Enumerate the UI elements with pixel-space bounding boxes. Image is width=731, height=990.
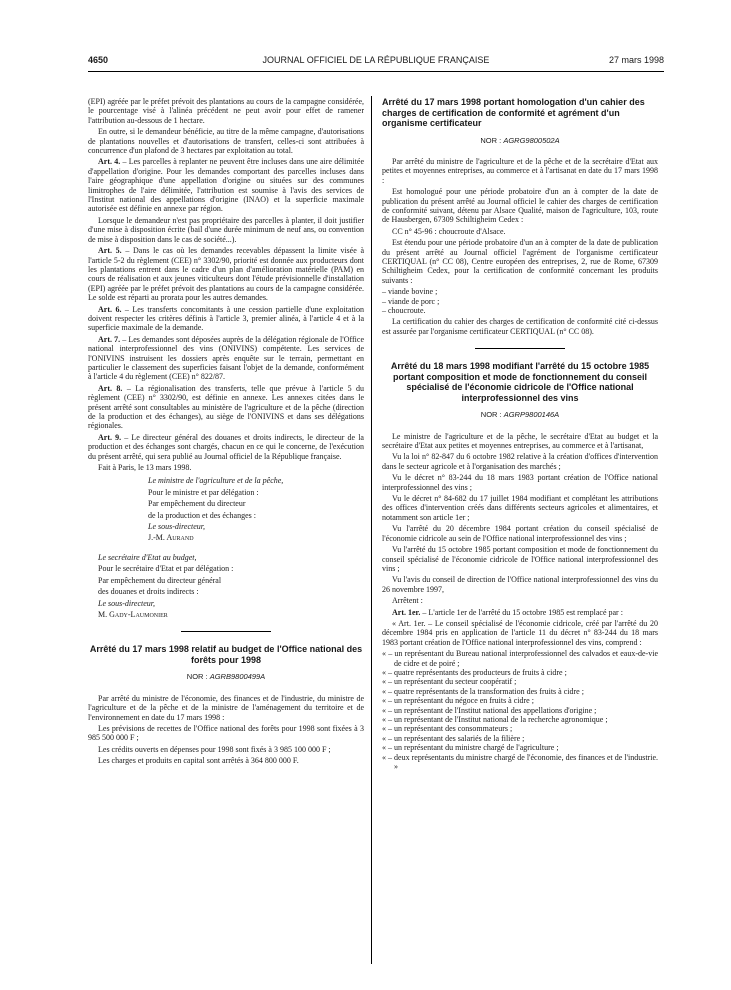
signature-line: Par empêchement du directeur général — [98, 575, 222, 585]
signature-line: Le sous-directeur, — [98, 598, 156, 608]
paragraph: (EPI) agréée par le préfet prévoit des plantations au cours de la campagne considérée, le pourcentage visé à l'alinéa précédent ne peut avoir pour effet de ramener l'attribution au-dessous de 1 hectare. — [88, 97, 364, 125]
paragraph: Le ministre de l'agriculture et de la pêche, le secrétaire d'Etat au budget et la secrétaire d'Etat aux petites et moyennes entreprises, au commerce et à l'artisanat, — [382, 431, 658, 451]
nor-label: NOR : — [480, 410, 504, 420]
decree-title: Arrêté du 18 mars 1998 modifiant l'arrêté du 15 octobre 1985 portant composition et mode de fonctionnement du conseil spécialisé de l'économie cidricole de l'Office national interprofessionnel des vins — [390, 361, 650, 403]
issue-date: 27 mars 1998 — [608, 55, 664, 65]
signature-line: Par empêchement du directeur — [148, 499, 246, 509]
paragraph: CC n° 45-96 : choucroute d'Alsace. — [392, 226, 506, 236]
article-text: – Les transferts concomitants à une cession partielle d'une exploitation doivent respecter les critères définis à l'article 3, premier alinéa, à l'article 4 et à la superficie maximale de la demande. — [88, 304, 364, 333]
column-divider — [371, 96, 372, 964]
section-separator — [181, 631, 271, 632]
paragraph: Vu le décret n° 84-682 du 17 juillet 1984 modifiant et complétant les attributions des offices d'intervention créés dans différents secteurs agricoles et alimentaires, et notamment son article 1er ; — [382, 494, 658, 522]
article-text: – Le directeur général des douanes et droits indirects, le directeur de la production et des échanges sont chargés, chacun en ce qui le concerne, de l'exécution du présent arrêté, qui sera publié au Journal officiel de la République française. — [88, 432, 364, 461]
signature-secretary — [88, 553, 278, 619]
article-label: Art. 4. — [98, 157, 121, 167]
signature-minister — [88, 476, 364, 542]
section-separator — [475, 348, 565, 349]
list-item: – viande bovine ; — [382, 287, 438, 297]
nor-code: AGRP9800146A — [503, 410, 560, 420]
paragraph: « Art. 1er. – Le conseil spécialisé de l'économie cidricole, créé par l'arrêté du 20 décembre 1984 pris en application de l'article 11 du décret n° 83-244 du 18 mars 1983 portant création de l'Office national interprofessionnel des vins, comprend : — [382, 618, 658, 647]
signature-line: Pour le secrétaire d'Etat et par délégation : — [98, 564, 234, 574]
article-1 — [382, 608, 658, 617]
done-at: Fait à Paris, le 13 mars 1998. — [98, 463, 192, 473]
article-6 — [88, 305, 364, 333]
signature-line: des douanes et droits indirects : — [98, 587, 199, 597]
article-label: Art. 8. — [98, 383, 123, 393]
list-item: « – un représentant des salariés de la filière ; — [382, 733, 525, 743]
nor-reference — [382, 136, 658, 145]
signatory-name: M. Gady-Laumonier — [98, 609, 168, 619]
signature-role: Le secrétaire d'Etat au budget, — [98, 552, 197, 562]
list-item: « – un représentant de l'Institut national de la recherche agronomique ; — [382, 715, 608, 724]
list-item: « – un représentant de l'Institut national des appellations d'origine ; — [382, 705, 597, 715]
list-item: « – un représentant du secteur coopératif ; — [382, 677, 517, 687]
paragraph: Vu le décret n° 83-244 du 18 mars 1983 portant création de l'Office national interprofessionnel des vins ; — [382, 473, 658, 492]
signature-line: Pour le ministre et par délégation : — [148, 487, 259, 497]
signature-line: Le sous-directeur, — [148, 522, 206, 532]
list-item: « – un représentant des consommateurs ; — [382, 724, 513, 734]
page-number: 4650 — [88, 55, 109, 65]
signatory-name: J.-M. Aurand — [148, 533, 194, 543]
list-item: « – un représentant du ministre chargé de l'agriculture ; — [382, 743, 559, 753]
list-item: « – quatre représentants de la transformation des fruits à cidre ; — [382, 686, 584, 696]
list-item: – choucroute. — [382, 306, 426, 315]
left-column — [88, 97, 364, 768]
header-rule — [88, 71, 664, 72]
nor-code: AGRG9800502A — [503, 135, 560, 145]
list-item: « – quatre représentants des producteurs de fruits à cidre ; — [382, 667, 567, 677]
article-4 — [88, 157, 364, 213]
paragraph: La certification du cahier des charges de certification de conformité cité ci-dessus est assurée par l'organisme certificateur CERTIQUAL (n° CC 08). — [382, 317, 658, 336]
paragraph: Est homologué pour une période probatoire d'un an à compter de la date de publication du présent arrêté au Journal officiel le cahier des charges de certification de conformité suivant, détenu par Alsace Qualité, maison de l'agriculture, 103, route de Hausbergen, 67309 Schiltigheim Cedex : — [382, 187, 658, 225]
arretent: Arrêtent : — [392, 596, 423, 606]
page-header — [88, 55, 664, 69]
article-label: Art. 9. — [98, 432, 122, 442]
list-item: – viande de porc ; — [382, 296, 440, 306]
list-item: « – un représentant du négoce en fruits à cidre ; — [382, 696, 534, 706]
article-label: Art. 6. — [98, 304, 122, 314]
paragraph: Est étendu pour une période probatoire d'un an à compter de la date de publication du présent arrêté au Journal officiel l'agrément de l'organisme certificateur CERTIQUAL (n° CC 08), Centre européen des entreprises, 2, rue de Rome, 67309 Schiltigheim Cedex, pour la certification de conformité concernant les produits suivants : — [382, 238, 658, 285]
article-text: – La régionalisation des transferts, telle que prévue à l'article 5 du règlement (CEE) n° 3302/90, est définie en annexe. Les annexes citées dans le présent arrêté sont consultables au ministère de l'agriculture et de la pêche (direction de la production et des échanges), au siège de l'ONIVINS et dans ses délégations régionales. — [88, 383, 364, 431]
paragraph: Les charges et produits en capital sont arrêtés à 364 800 000 F. — [98, 756, 299, 766]
nor-reference — [382, 410, 658, 419]
paragraph: Vu l'arrêté du 20 décembre 1984 portant création du conseil spécialisé de l'économie cidricole au sein de l'Office national interprofessionnel des vins ; — [382, 524, 658, 543]
article-label: Art. 5. — [98, 246, 122, 256]
article-text: – Dans le cas où les demandes recevables dépassent la limite visée à l'article 5-2 du règlement (CEE) n° 3302/90, priorité est donnée aux producteurs dont les plantations entrent dans le cadre d'un plan d'amélioration matérielle (PAM) en cours de réalisation et aux jeunes viticulteurs dont l'étude prévisionnelle d'installation (EPI) agréée par le préfet prévoit des plantations au cours de la campagne considérée. Le solde est réparti au prorata pour les autres demandes. — [88, 246, 364, 303]
nor-label: NOR : — [186, 672, 210, 682]
article-9 — [88, 433, 364, 461]
nor-label: NOR : — [480, 135, 504, 145]
paragraph: En outre, si le demandeur bénéficie, au titre de la même campagne, d'autorisations de plantations nouvelles et d'autorisations de transfert, celles-ci sont attribuées à concurrence d'un plafond de 3 hectares par exploitation au total. — [88, 127, 364, 156]
paragraph: Vu l'avis du conseil de direction de l'Office national interprofessionnel des vins du 26 novembre 1997, — [382, 575, 658, 594]
paragraph: Vu l'arrêté du 15 octobre 1985 portant composition et mode de fonctionnement du conseil spécialisé de l'économie cidricole de l'Office national interprofessionnel des vins ; — [382, 545, 658, 573]
decree-title: Arrêté du 17 mars 1998 relatif au budget de l'Office national des forêts pour 1998 — [89, 644, 363, 665]
article-8 — [88, 384, 364, 431]
nor-code: AGRB9800499A — [209, 672, 266, 682]
paragraph: Les crédits ouverts en dépenses pour 1998 sont fixés à 3 985 100 000 F ; — [98, 744, 331, 754]
article-label: Art. 1er. — [392, 607, 421, 617]
council-members-list — [382, 649, 658, 771]
signature-role: Le ministre de l'agriculture et de la pêche, — [148, 476, 284, 486]
article-text: – Les parcelles à replanter ne peuvent être incluses dans une aire délimitée d'appellation d'origine. Pour les demandes comportant des parcelles incluses dans l'aire géographique d'une appellation d'origine ou situées sur des communes limitrophes de l'aire délimitée, l'attribution est soumise à l'avis des services de l'Institut national des appellations d'origine (INAO) et la superficie maximale autorisée est définie en annexe par région. — [88, 157, 365, 214]
signature-line: de la production et des échanges : — [148, 510, 256, 520]
list-item: « – deux représentants du ministre chargé de l'économie, des finances et de l'industrie. » — [382, 752, 658, 772]
article-label: Art. 7. — [98, 334, 121, 344]
right-column — [382, 97, 658, 773]
article-7 — [88, 335, 364, 382]
paragraph: Vu la loi n° 82-847 du 6 octobre 1982 relative à la création d'offices d'intervention dans le secteur agricole et à l'organisation des marchés ; — [382, 452, 658, 471]
decree-title: Arrêté du 17 mars 1998 portant homologation d'un cahier des charges de certification de conformité et agrément d'un organisme certificateur — [382, 97, 645, 128]
article-5 — [88, 246, 364, 302]
journal-title: JOURNAL OFFICIEL DE LA RÉPUBLIQUE FRANÇAISE — [262, 55, 490, 65]
paragraph: Lorsque le demandeur n'est pas propriétaire des parcelles à planter, il doit justifier d'une mise à disposition écrite (bail d'une durée minimum de neuf ans, ou convention de mise à disposition dans le cas de société...). — [88, 215, 364, 244]
paragraph: Les prévisions de recettes de l'Office national des forêts pour 1998 sont fixées à 3 985 500 000 F ; — [88, 723, 364, 743]
paragraph: Par arrêté du ministre de l'économie, des finances et de l'industrie, du ministre de l'agriculture et de la pêche et de la ministre de l'aménagement du territoire et de l'environnement en date du 17 mars 1998 : — [88, 693, 364, 722]
list-item: « – un représentant du Bureau national interprofessionnel des calvados et eaux-de-vie de cidre et de poiré ; — [382, 649, 658, 668]
product-list — [382, 287, 658, 315]
article-text: – Les demandes sont déposées auprès de la délégation régionale de l'Office national interprofessionnel des vins (ONIVINS) compétente. Les services de l'ONIVINS instruisent les dossiers après enquête sur le terrain, permettant en particulier le classement des superficies faisant l'objet de la demande, conformément à l'article 4 du règlement (CEE) n° 822/87. — [88, 334, 364, 382]
paragraph: Par arrêté du ministre de l'agriculture et de la pêche et de la secrétaire d'Etat aux petites et moyennes entreprises, au commerce et à l'artisanat en date du 17 mars 1998 : — [382, 156, 658, 185]
nor-reference — [88, 672, 364, 681]
article-text: – L'article 1er de l'arrêté du 15 octobre 1985 est remplacé par : — [420, 607, 623, 617]
